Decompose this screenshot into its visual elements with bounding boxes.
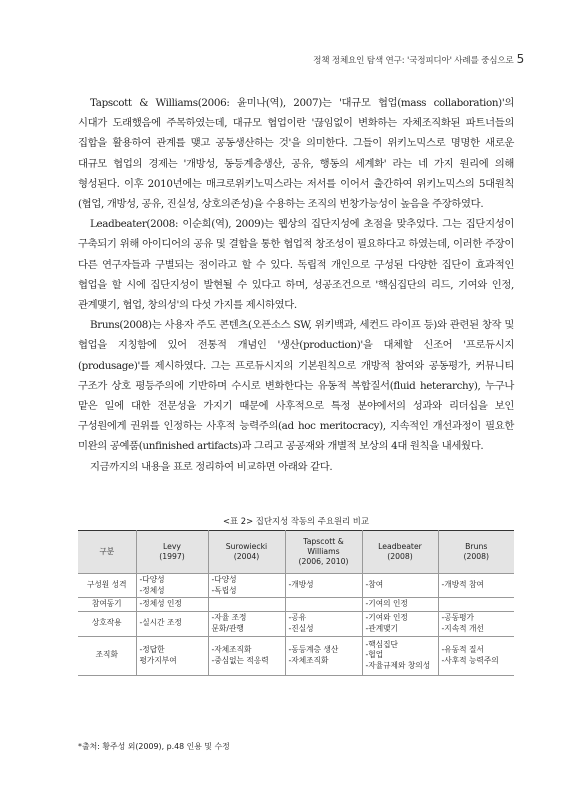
- table-header-row: [78, 531, 514, 574]
- cell-line: -관계맺기: [365, 623, 398, 633]
- header-line: (2004): [233, 552, 260, 561]
- header-line: (1997): [159, 552, 185, 561]
- cell-line: -공유: [288, 613, 307, 622]
- table-cell: [362, 636, 438, 675]
- table-cell: [208, 611, 285, 636]
- header-line: Tapscott &: [303, 537, 344, 546]
- header-line: (2008): [463, 552, 490, 561]
- table-header-cell: [285, 531, 362, 574]
- header-line: Surowiecki: [225, 542, 268, 551]
- table-row: [78, 598, 514, 612]
- cell-line: -자체조직화: [211, 645, 252, 654]
- table-header-cell: [78, 531, 136, 574]
- cell-line: -유동적 질서: [441, 645, 484, 654]
- header-line: Bruns: [465, 542, 488, 551]
- cell-line: -자율규제와 창의성: [365, 660, 431, 670]
- table-row: [78, 611, 514, 636]
- paragraph-leadbeater: Leadbeater(2008: 이순희(역), 2009)는 웹상의 집단지성에 초점을 맞추었다. 그는 집단지성이 구축되기 위해 아이디어의 공유 및 결합을 통한 협업적 창조성이 필요하다고 하였는데, 이러한 주장이 다른 연구자들과 구별되는 점이라고 할 수 있다. 독립적 개인으로 구성된 다양한 집단이 효과적인 협업을 할 시에 집단지성이 발현될 수 있다고 하며, 성공조건으로 '핵심집단의 리드, 기여와 인정, 관계맺기, 협업, 창의성'의 다섯 가지를 제시하였다.: [78, 218, 514, 312]
- cell-line: -자체조직화: [288, 655, 329, 665]
- table-cell: [285, 598, 362, 612]
- table-cell: [136, 636, 208, 675]
- cell-line: -핵심집단: [365, 639, 398, 649]
- table-cell: [285, 636, 362, 675]
- cell-line: -협업: [365, 650, 384, 660]
- table-cell: [438, 598, 514, 612]
- cell-line: -독립성: [211, 585, 237, 595]
- cell-line: -정답한: [139, 645, 165, 654]
- cell-line: -중심없는 적응력: [211, 655, 269, 665]
- table-cell: [362, 574, 438, 598]
- header-line: Williams: [307, 547, 340, 556]
- body-text: [78, 93, 514, 477]
- table-cell: [438, 636, 514, 675]
- cell-line: -공동평가: [441, 613, 474, 622]
- table-cell: [208, 636, 285, 675]
- table-cell: [438, 574, 514, 598]
- table-cell: [438, 611, 514, 636]
- cell-line: -사후적 능력주의: [441, 655, 499, 665]
- table-row: [78, 574, 514, 598]
- running-title: 정책 정체요인 탐색 연구: '국정피디아' 사례를 중심으로: [313, 56, 514, 66]
- cell-line: -자율 조정: [211, 613, 247, 622]
- cell-line: -기여와 인정: [365, 613, 408, 622]
- header-line: Leadbeater: [378, 542, 422, 551]
- cell-line: -개방적 참여: [441, 580, 484, 590]
- header-line: 구분: [99, 547, 115, 556]
- table-header-cell: [208, 531, 285, 574]
- cell-line: 문화/관행: [211, 623, 244, 633]
- cell-line: -참여: [365, 580, 384, 590]
- table-cell: [136, 598, 208, 612]
- row-label: 조직화: [78, 636, 136, 675]
- row-label: 상호작용: [78, 611, 136, 636]
- table-cell: [136, 574, 208, 598]
- row-label: 참여동기: [78, 598, 136, 612]
- cell-line: -정체성 인정: [139, 599, 182, 608]
- cell-line: -실시간 조정: [139, 618, 182, 628]
- table-cell: [208, 598, 285, 612]
- paragraph-tapscott: Tapscott & Williams(2006: 윤미나(역), 2007)는 '대규모 협업(mass collaboration)'의 시대가 도래했음에 주목하였는데, 대규모 협업이란 '끊임없이 변화하는 자체조직화된 파트너들의 집합을 활용하여 관계를 맺고 공동생산하는 것'을 의미한다. 그들이 위키노믹스로 명명한 새로운 대규모 협업의 경제는 '개방성, 동등계층생산, 공유, 행동의 세계화' 라는 네 가지 원리에 의해 형성된다. 이후 2010년에는 매크로위키노믹스라는 저서를 이어서 출간하여 위키노믹스의 5대원칙(협업, 개방성, 공유, 진실성, 상호의존성)을 수용하는 조직의 번창가능성이 높음을 주장하였다.: [78, 97, 514, 211]
- cell-line: -다양성: [139, 575, 165, 584]
- header-line: (2008): [387, 552, 413, 561]
- header-line: Levy: [163, 542, 181, 551]
- table-cell: [285, 611, 362, 636]
- table-cell: [285, 574, 362, 598]
- table-header-cell: [438, 531, 514, 574]
- table-caption: <표 2> 집단지성 작동의 주요원리 비교: [223, 516, 369, 526]
- table-cell: [136, 611, 208, 636]
- cell-line: -다양성: [211, 575, 237, 584]
- cell-line: -진실성: [288, 623, 314, 633]
- page-number: 5: [516, 52, 524, 66]
- paragraph-bruns: Bruns(2008)는 사용자 주도 콘텐츠(오픈소스 SW, 위키백과, 세컨드 라이프 등)와 관련된 창작 및 협업을 지칭함에 있어 전통적 개념인 '생산(production)'을 대체할 신조어 '프로듀시지(produsage)'를 제시하였다. 그는 프로듀시지의 기본원칙으로 개방적 참여와 공동평가, 커뮤니티 구조가 상호 평등주의에 기반하며 수시로 변화한다는 유동적 복합질서(fluid heterarchy), 누구나 맡은 일에 대한 전문성을 가지기 때문에 사후적으로 특정 분야에서의 성과와 리더십을 보인 구성원에게 권위를 인정하는 사후적 능력주의(ad hoc meritocracy), 지속적인 개선과정이 필요한 미완의 공예품(unfinished artifacts)과 그리고 공공재와 개별적 보상의 4대 원칙을 내세웠다.: [78, 319, 514, 453]
- running-header: [313, 52, 524, 66]
- table-cell: [362, 611, 438, 636]
- cell-line: -동등계층 생산: [288, 645, 339, 654]
- table-row: [78, 636, 514, 675]
- table-header-cell: [362, 531, 438, 574]
- cell-line: -기여의 인정: [365, 599, 408, 608]
- table-header-cell: [136, 531, 208, 574]
- cell-line: -지속적 개선: [441, 623, 484, 633]
- header-line: (2006, 2010): [298, 557, 349, 566]
- table-cell: [208, 574, 285, 598]
- row-label: 구성원 성격: [78, 574, 136, 598]
- table-cell: [362, 598, 438, 612]
- cell-line: -개방성: [288, 580, 314, 590]
- paragraph-summary: 지금까지의 내용을 표로 정리하여 비교하면 아래와 같다.: [90, 460, 333, 473]
- cell-line: -정체성: [139, 585, 165, 595]
- comparison-table: [78, 530, 514, 676]
- cell-line: 평가지부여: [139, 655, 177, 665]
- table-body: [78, 574, 514, 676]
- source-note: *출처: 황주성 외(2009), p.48 인용 및 수정: [78, 742, 230, 751]
